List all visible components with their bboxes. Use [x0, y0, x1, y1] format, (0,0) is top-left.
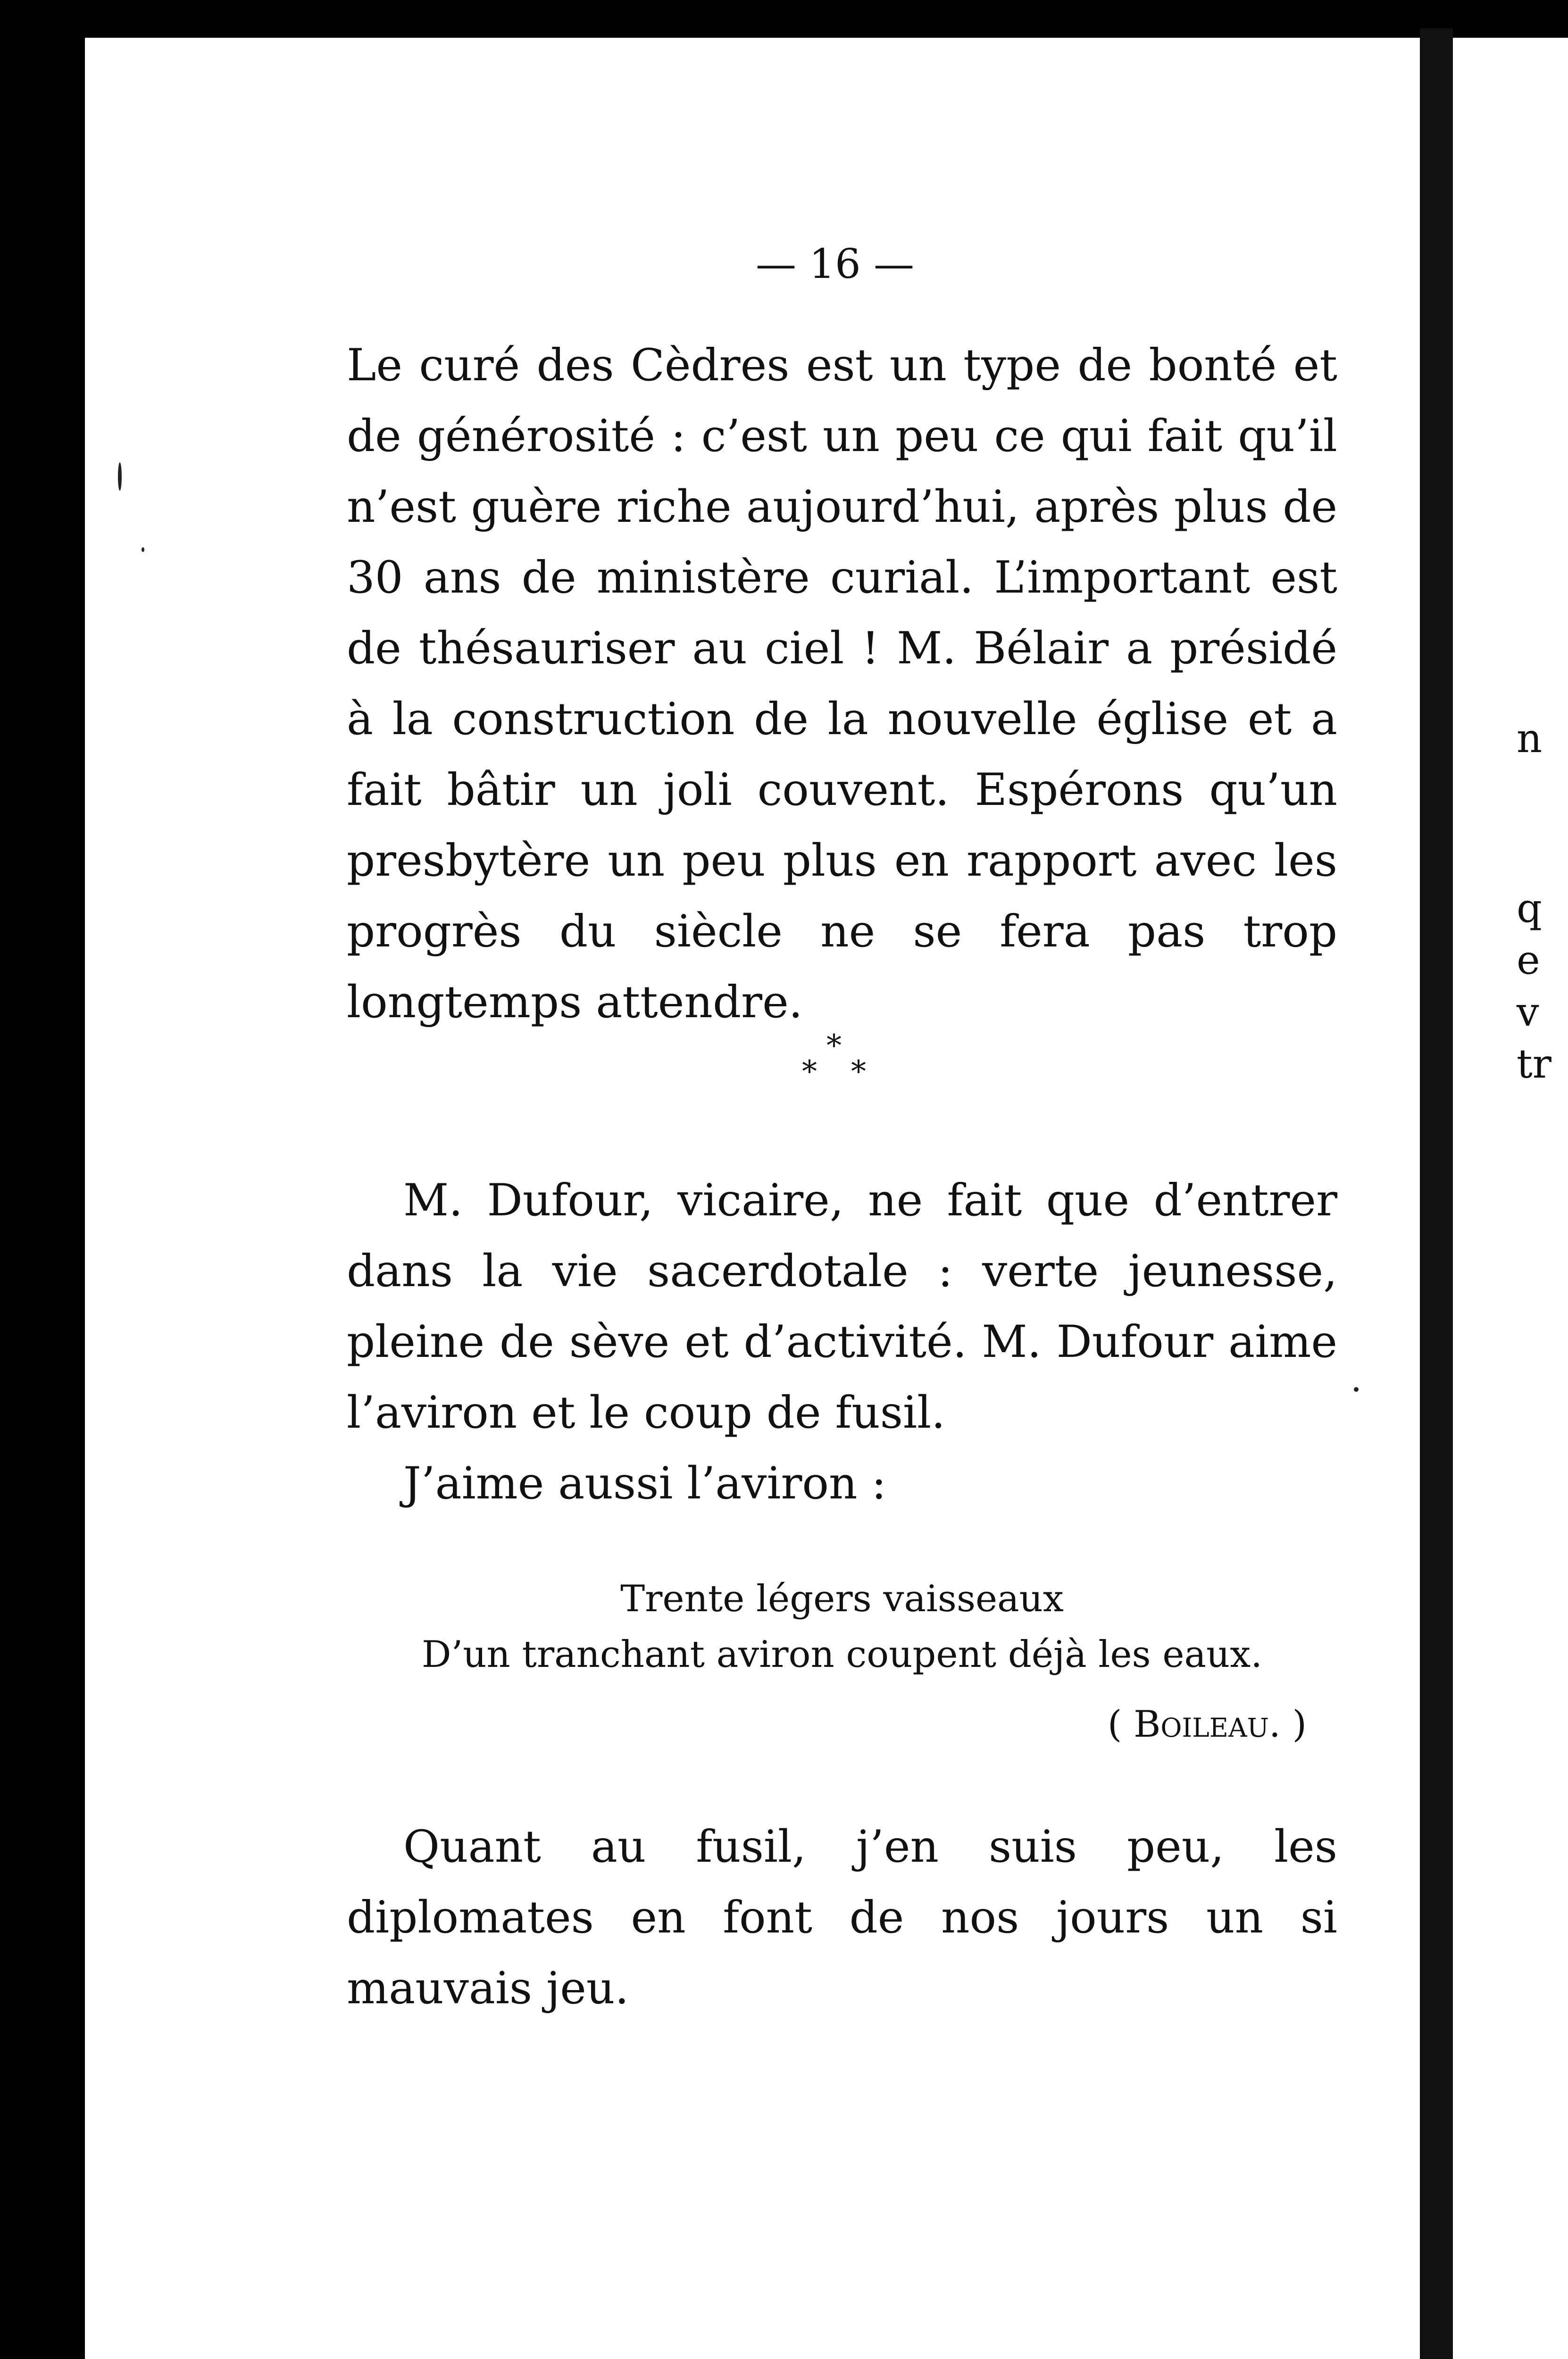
- paragraph-vicaire: [347, 1165, 1337, 1519]
- verse-line: D’un tranchant aviron coupent déjà les eaux.: [421, 1633, 1263, 1676]
- verse-line: Trente légers vaisseaux: [620, 1578, 1064, 1620]
- paragraph-text: J’aime aussi l’aviron :: [403, 1458, 887, 1509]
- adjacent-page-text: [1517, 712, 1568, 764]
- page-number: — 16 —: [755, 241, 915, 288]
- quote-attribution: ( Boileau. ): [1107, 1703, 1307, 1746]
- adjacent-page-text: [1517, 882, 1568, 1090]
- asterism-star: *: [802, 1054, 817, 1089]
- verse-quotation: [377, 1571, 1307, 1682]
- asterism-star: *: [826, 1029, 842, 1063]
- paragraph-cure: [347, 330, 1337, 1038]
- adjacent-letter: q: [1517, 885, 1542, 931]
- adjacent-letter: v: [1517, 989, 1539, 1035]
- scan-speck: [142, 547, 144, 552]
- paragraph-text: M. Dufour, vicaire, ne fait que d’entrer dans la vie sacerdotale : verte jeunesse, pleine de sève et d’activité. M. Dufour aime l’aviron et le coup de fusil.: [347, 1175, 1337, 1439]
- paragraph-text: Le curé des Cèdres est un type de bonté et de générosité : c’est un peu ce qui fait qu’il n’est guère riche aujourd’hui, après plus de 30 ans de ministère curial. L’important est de thésauriser au ciel ! M. Bélair a présidé à la construction de la nouvelle église et a fait bâtir un joli couvent. Espérons qu’un presbytère un peu plus en rapport avec les progrès du siècle ne se fera pas trop longtemps attendre.: [347, 340, 1337, 1028]
- paragraph-fusil: [347, 1812, 1337, 2024]
- adjacent-letter: n: [1517, 715, 1543, 761]
- scan-speck: [1354, 1387, 1359, 1392]
- asterism-star: *: [851, 1054, 866, 1089]
- adjacent-letter: e: [1517, 937, 1540, 983]
- asterism-divider: [802, 1029, 868, 1099]
- scan-speck: [118, 462, 122, 491]
- paragraph-text: Quant au fusil, j’en suis peu, les diplomates en font de nos jours un si mauvais jeu.: [347, 1821, 1337, 2014]
- adjacent-page-edge: [1453, 38, 1568, 2359]
- adjacent-letter: tr: [1517, 1041, 1551, 1087]
- page-gutter: [1420, 28, 1453, 2359]
